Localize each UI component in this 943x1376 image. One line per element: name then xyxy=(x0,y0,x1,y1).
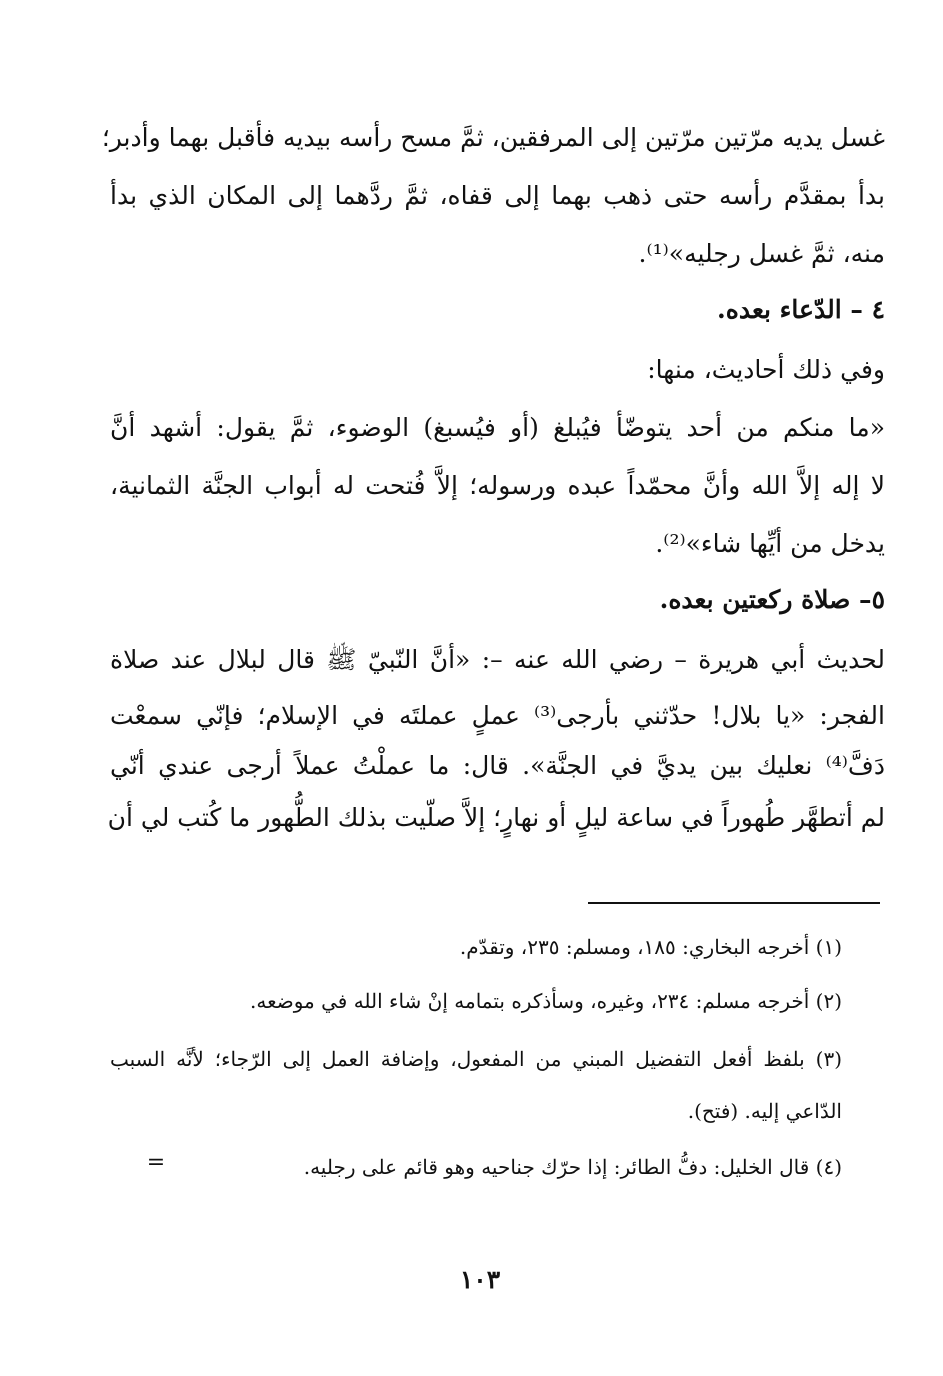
footnote-1: (١) أخرجه البخاري: ١٨٥، ومسلم: ٢٣٥، وتقدّم. xyxy=(459,935,842,959)
body-line: «ما منكم من أحد يتوضّأ فيُبلغ (أو فيُسبغ) الوضوء، ثمَّ يقول: أشهد أنَّ xyxy=(110,413,885,442)
footnote-4: (٤) قال الخليل: دفُّ الطائر: إذا حرّك جناحيه وهو قائم على رجليه. xyxy=(303,1155,842,1179)
footnote-3-continued: الدّاعي إليه. (فتح). xyxy=(687,1099,842,1123)
body-line: الفجر: «يا بلال! حدّثني بأرجى⁽³⁾ عملٍ عملتَه في الإسلام؛ فإنّي سمعْت xyxy=(110,701,885,730)
body-line: لا إله إلاَّ الله وأنَّ محمّداً عبده ورسوله؛ إلاَّ فُتحت له أبواب الجنَّة الثمانية، xyxy=(110,471,885,500)
footnote-2: (٢) أخرجه مسلم: ٢٣٤، وغيره، وسأذكره بتمامه إنْ شاء الله في موضعه. xyxy=(250,989,842,1013)
body-line: لم أتطهَّر طُهوراً في ساعة ليلٍ أو نهارٍ؛ إلاَّ صلّيت بذلك الطُّهور ما كُتب لي أن xyxy=(107,803,885,832)
body-line: لحديث أبي هريرة – رضي الله عنه –: «أنَّ النّبيّ ﷺ قال لبلال عند صلاة xyxy=(110,645,885,674)
footnote-3: (٣) بلفظ أفعل التفضيل المبني من المفعول، وإضافة العمل إلى الرّجاء؛ لأنَّه السبب xyxy=(110,1047,842,1071)
body-line: دَفَّ⁽⁴⁾ نعليك بين يديَّ في الجنَّة». قال: ما عملْتُ عملاً أرجى عندي أنّي xyxy=(110,751,885,780)
section-heading-5: ٥– صلاة ركعتين بعده. xyxy=(659,585,885,614)
page-number: ١٠٣ xyxy=(459,1265,501,1294)
body-line: بدأ بمقدَّم رأسه حتى ذهب بهما إلى قفاه، ثمَّ ردَّهما إلى المكان الذي بدأ xyxy=(110,181,885,210)
body-line: منه، ثمَّ غسل رجليه»⁽¹⁾. xyxy=(638,239,885,268)
body-line: غسل يديه مرّتين مرّتين إلى المرفقين، ثمَّ مسح رأسه بيديه فأقبل بهما وأدبر؛ xyxy=(101,123,885,152)
body-line: وفي ذلك أحاديث، منها: xyxy=(647,355,885,384)
body-line: يدخل من أيِّها شاء»⁽²⁾. xyxy=(655,529,885,558)
section-heading-4: ٤ – الدّعاء بعده. xyxy=(717,295,885,324)
continuation-mark: = xyxy=(146,1150,166,1175)
footnote-separator xyxy=(588,902,880,904)
